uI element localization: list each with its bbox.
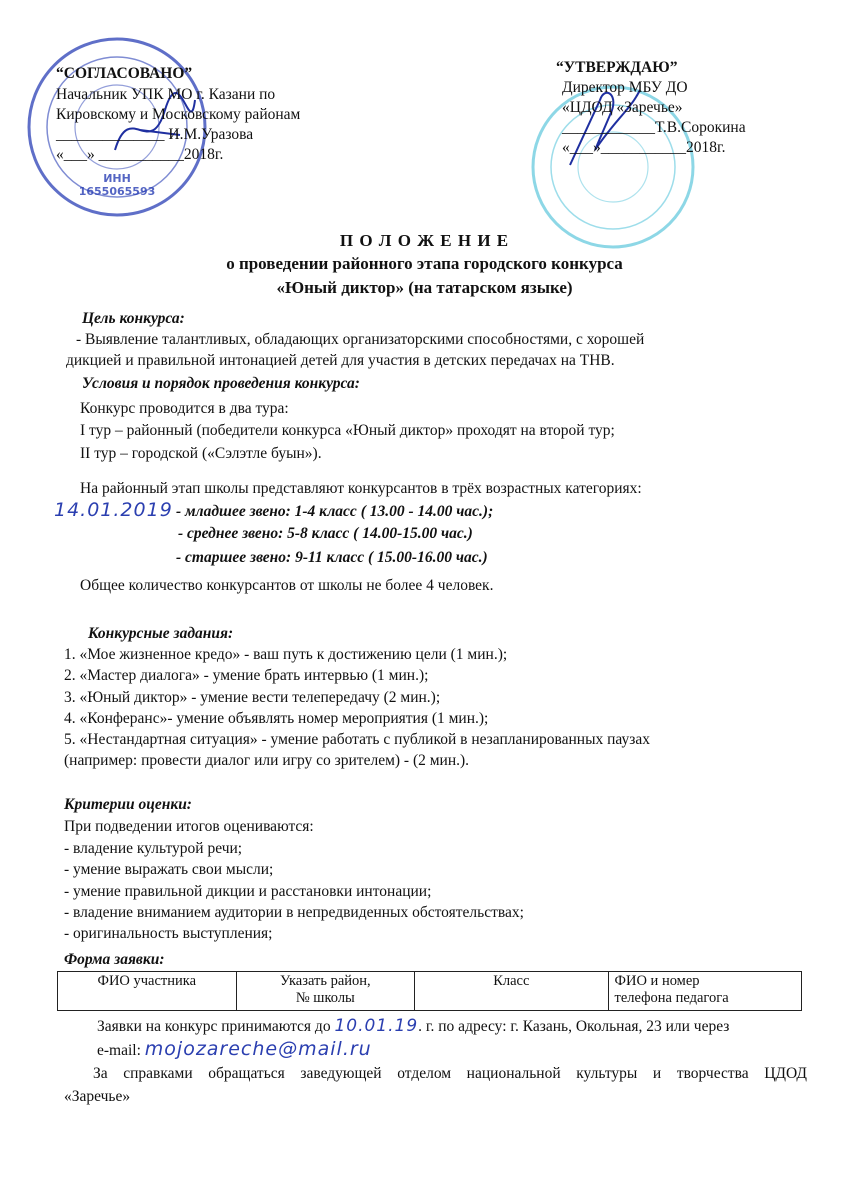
conditions-text: I тур – районный (победители конкурса «Юный диктор» проходят на второй тур; — [80, 422, 615, 439]
deadline-line — [97, 1016, 729, 1037]
approval-left-line: Кировскому и Московскому районам — [56, 106, 301, 123]
form-heading: Форма заявки: — [64, 951, 165, 968]
schedule-item: - среднее звено: 5-8 класс ( 14.00-15.00 час.) — [178, 525, 473, 542]
svg-text:ИНН: ИНН — [103, 172, 131, 185]
contact-text: За справками обращаться заведующей отделом национальной культуры и творчества ЦДОД — [93, 1065, 807, 1082]
task-item-continuation: (например: провести диалог или игру со зрителем) - (2 мин.). — [64, 752, 470, 769]
approval-left-line: ______________ И.М.Уразова — [56, 126, 254, 143]
criteria-item: - владение вниманием аудитории в непредвиденных обстоятельствах; — [64, 904, 524, 921]
approval-left-line: Начальник УПК МО г. Казани по — [56, 86, 276, 103]
schedule-item: - младшее звено: 1-4 класс ( 13.00 - 14.00 час.); — [176, 503, 494, 520]
tasks-heading: Конкурсные задания: — [88, 625, 234, 642]
conditions-text: II тур – городской («Сэлэтле буын»). — [80, 445, 322, 462]
approval-right-line: Директор МБУ ДО — [562, 79, 688, 96]
deadline-suffix: . г. по адресу: г. Казань, Окольная, 23 или через — [418, 1018, 730, 1035]
task-item: 2. «Мастер диалога» - умение брать интервью (1 мин.); — [64, 667, 429, 684]
document-subtitle: «Юный диктор» (на татарском языке) — [276, 278, 573, 297]
handwritten-date: 14.01.2019 — [54, 499, 173, 521]
application-form-table — [57, 971, 802, 1011]
table-header-cell: ФИО участника — [58, 972, 237, 1011]
svg-text:1655065593: 1655065593 — [78, 185, 156, 198]
task-item: 3. «Юный диктор» - умение вести телепередачу (2 мин.); — [64, 689, 441, 706]
approval-right-line: ____________Т.В.Сорокина — [562, 119, 746, 136]
task-item: 1. «Мое жизненное кредо» - ваш путь к достижению цели (1 мин.); — [64, 646, 508, 663]
approval-right-line: «___»___________2018г. — [562, 139, 726, 156]
email-address: mojozareche@mail.ru — [144, 1038, 372, 1060]
conditions-text: Конкурс проводится в два тура: — [80, 400, 289, 417]
schedule-item: - старшее звено: 9-11 класс ( 15.00-16.00 час.) — [176, 549, 488, 566]
approval-left-heading: “СОГЛАСОВАНО” — [56, 65, 193, 82]
table-header-row — [58, 972, 802, 1011]
deadline-date: 10.01.19 — [334, 1016, 419, 1036]
criteria-item: - умение выражать свои мысли; — [64, 861, 274, 878]
conditions-heading: Условия и порядок проведения конкурса: — [82, 375, 360, 392]
goal-text: дикцией и правильной интонацией детей для участия в детских передачах на ТНВ. — [66, 352, 615, 369]
header-line: № школы — [295, 990, 355, 1006]
criteria-item: - владение культурой речи; — [64, 840, 243, 857]
approval-right-heading: “УТВЕРЖДАЮ” — [556, 59, 678, 76]
approval-right-line: «ЦДОД «Заречье» — [562, 99, 683, 116]
goal-heading: Цель конкурса: — [82, 310, 185, 327]
deadline-prefix: Заявки на конкурс принимаются до — [97, 1018, 331, 1035]
participants-limit: Общее количество конкурсантов от школы не более 4 человек. — [80, 577, 494, 594]
task-item: 4. «Конферанс»- умение объявлять номер мероприятия (1 мин.); — [64, 710, 489, 727]
document-title: П О Л О Ж Е Н И Е — [339, 231, 510, 250]
header-line: ФИО и номер — [614, 973, 700, 989]
criteria-intro: При подведении итогов оцениваются: — [64, 818, 314, 835]
contact-text: «Заречье» — [64, 1088, 131, 1105]
header-line: Указать район, — [279, 973, 371, 989]
criteria-heading: Критерии оценки: — [64, 796, 192, 813]
header-line: телефона педагога — [614, 990, 729, 1006]
task-item: 5. «Нестандартная ситуация» - умение работать с публикой в незапланированных паузах — [64, 731, 650, 748]
email-label: e-mail: — [97, 1042, 141, 1059]
criteria-item: - умение правильной дикции и расстановки интонации; — [64, 883, 432, 900]
approval-left-line: «___» ___________2018г. — [56, 146, 224, 163]
goal-text: - Выявление талантливых, обладающих организаторскими способностями, с хорошей — [76, 331, 645, 348]
table-header-cell — [236, 972, 415, 1011]
email-line — [97, 1039, 372, 1061]
table-header-cell — [608, 972, 801, 1011]
criteria-item: - оригинальность выступления; — [64, 925, 273, 942]
table-header-cell: Класс — [415, 972, 608, 1011]
categories-intro: На районный этап школы представляют конкурсантов в трёх возрастных категориях: — [80, 480, 642, 497]
document-subtitle: о проведении районного этапа городского конкурса — [226, 254, 623, 273]
